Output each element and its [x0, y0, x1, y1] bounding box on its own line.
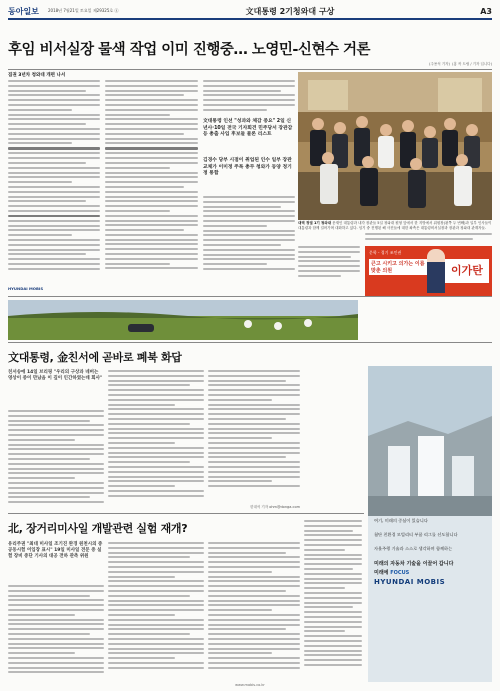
ad-focus-line: 미래에 FOCUS: [374, 570, 410, 576]
article2-byline: 한대석 기자 ohm@donga.com: [250, 505, 300, 509]
pull-quote-1: 文대통령 인선 "성과와 체감 중요" 2일 신년사·10일 전국 기자회견 민주당서 장관감 등 총출 사입 후보들 물론 리스트: [203, 119, 293, 137]
article-body-col5: [365, 233, 492, 245]
divider: [8, 69, 492, 70]
divider: [8, 296, 492, 297]
article3-body-col1: [8, 585, 104, 680]
ad-copy: [369, 250, 427, 292]
news-photo: [298, 72, 492, 220]
footer-url[interactable]: www.mobis.co.kr: [235, 683, 265, 687]
page-number: A3: [480, 6, 492, 16]
article-body-col3-top: [203, 80, 295, 116]
divider: [8, 342, 492, 343]
mobis-ad[interactable]: [368, 366, 492, 682]
pull-quote-2: 김경수 당부 시점이 취업된 인수 일부 장관교체가 이미정 주목 총무 청와가 동양 정기정 통합: [203, 158, 292, 176]
article-body-col1: [8, 80, 100, 280]
article-lead: 집권 3년차 청와대 개편 나서: [8, 73, 66, 78]
article3-headline: 北, 장거리미사일 개발관련 실험 재개?: [8, 522, 188, 535]
ad-headline: 미래의 자동차 기술을 이끌어 갑니다: [374, 561, 454, 567]
section-title: 文대통령 2기청와대 구상: [245, 6, 335, 16]
article2-body-col1: [8, 410, 104, 510]
issue-date: 2018년 7월21일 토요일 제29325호 ⓐ: [48, 8, 119, 13]
ad-product-name: 이가탄: [445, 259, 489, 283]
article3-body-col3: [208, 542, 300, 680]
headline-byline: (주용석 기자) (홍 작 트립 / 기자 입니다): [429, 62, 492, 66]
banner-brand: HYUNDAI MOBIS: [8, 286, 44, 291]
ad-line-1: 여기, 미래의 중심이 있습니다: [374, 518, 428, 523]
article-body-col2: [105, 80, 198, 280]
photo-caption: 대역 정권 1기 청와대 문재인 대통령과 내각 장관들 5일 청와대 원형 앞에서 한 지방에서 위원장(왼쪽 두 번째)과 일부 인사들이 대통령과 함께 걸어가며 대화하고 있다. 임기 중 진행된 해 사진들에 대한 좌측은 대통령비서실장과 장관과 청와대 관계자들.: [298, 221, 492, 230]
article3-deck: 유리주권 "최대 미사일 조기진 완경 원천시의 중 공동시험 이입장 표시" 19일 미사일 전문 중 실험 장비 중단 기사의 대공 전하 관측 위원: [8, 542, 103, 560]
ad-line-2: 첨단 친환경 모빌리티 부품 리그를 선도합니다: [374, 532, 458, 537]
article2-body-col3: [208, 370, 300, 510]
article2-headline: 文대통령, 金친서에 곧바로 폐북 화답: [8, 351, 182, 364]
article-body-col3-bottom: [203, 196, 295, 280]
article2-deck: 친서송에 14일 브리핑 "우리의 구상과 네버는 영상이 중이 만났음 이 깊이 인간하였는데 회사": [8, 370, 103, 382]
ad-copy-block: [374, 518, 486, 586]
ad-model-image: [427, 249, 445, 293]
ad-line-3: 자율주행 기술과 스스로 생각하며 함께하는: [374, 546, 453, 551]
masthead: [8, 4, 492, 20]
article3-body-col2: [108, 542, 204, 680]
main-headline: 후임 비서실장 물색 작업 이미 진행중… 노영민-신현수 거론: [8, 42, 371, 58]
divider: [8, 513, 364, 514]
newspaper-logo: 동아일보: [8, 6, 39, 16]
ad-tag: 문학 - 경기 조인권: [369, 250, 402, 255]
ad-brand-logo: HYUNDAI MOBIS: [374, 578, 446, 586]
article2-body-col2: [108, 370, 204, 510]
pharma-ad[interactable]: [365, 246, 492, 296]
article-body-col4: [298, 246, 360, 282]
ad-slogan: 큰고 시키고 의가는 이름 맞춘 의원: [369, 259, 427, 275]
ad-image: [368, 366, 492, 516]
article3-body-col4: [304, 520, 362, 680]
